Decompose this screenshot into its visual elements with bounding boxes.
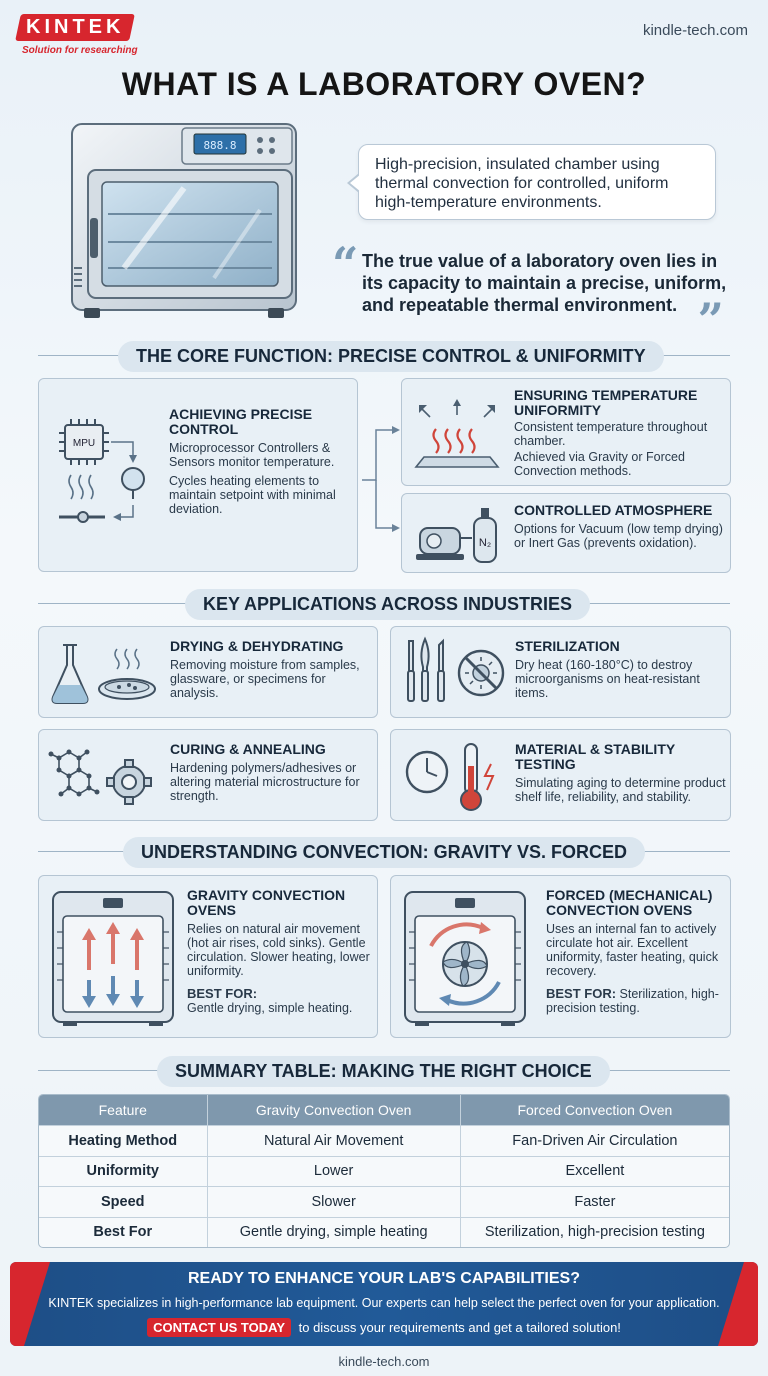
cta-banner (10, 1262, 758, 1346)
table-cell: Best For (93, 1224, 153, 1241)
table-row (39, 1186, 729, 1217)
card-text: Dry heat (160-180°C) to destroy microorganisms on heat-resistant items. (515, 658, 700, 700)
card-title: ENSURING TEMPERATURE UNIFORMITY (514, 387, 698, 418)
oven-description-bubble: High-precision, insulated chamber using thermal convection for controlled, uniform high-temperature environments. (358, 144, 716, 220)
card-title: CONTROLLED ATMOSPHERE (514, 502, 713, 518)
card-title: CURING & ANNEALING (170, 741, 326, 757)
table-cell: Uniformity (86, 1163, 159, 1180)
table-cell: Slower (207, 1187, 460, 1217)
site-url-bottom[interactable]: kindle-tech.com (338, 1354, 430, 1369)
banner-title: READY TO ENHANCE YOUR LAB'S CAPABILITIES? (188, 1270, 580, 1287)
table-row (39, 1217, 729, 1248)
best-for-label: BEST FOR: (187, 986, 258, 1001)
table-cell: Faster (460, 1187, 729, 1217)
logo-text: KINTEK (26, 16, 125, 38)
table-cell: Lower (207, 1157, 460, 1187)
quote-text: The true value of a laboratory oven lies in its capacity to maintain a precise, uniform, and repeatable thermal environment. (362, 251, 727, 315)
table-cell: Natural Air Movement (207, 1126, 460, 1156)
best-for-text: Gentle drying, simple heating. (187, 1001, 353, 1015)
card-precise-control (38, 378, 358, 572)
section-heading-applications: KEY APPLICATIONS ACROSS INDUSTRIES (185, 589, 590, 620)
card-text: Removing moisture from samples, glassware, or specimens for analysis. (170, 658, 360, 700)
card-text: Relies on natural air movement (hot air rises, cold sinks). Gentle circulation. Slower heating, lower uniformity. (187, 922, 370, 978)
oven-display-readout: 888.8 (203, 139, 237, 152)
key-quote (332, 237, 734, 347)
table-cell: Excellent (460, 1157, 729, 1187)
page-title: WHAT IS A LABORATORY OVEN? (121, 66, 647, 102)
connector-arrows-icon (358, 420, 402, 540)
section-heading-convection: UNDERSTANDING CONVECTION: GRAVITY VS. FORCED (123, 837, 645, 868)
kintek-logo[interactable] (18, 14, 158, 56)
open-quote-icon: “ (332, 237, 359, 291)
banner-cta-tail: to discuss your requirements and get a tailored solution! (298, 1320, 621, 1335)
forced-convection-fan-oven-icon (401, 888, 529, 1028)
card-drying (38, 626, 378, 718)
close-quote-icon: ” (697, 293, 724, 347)
gas-label: N₂ (478, 537, 492, 549)
table-cell: Heating Method (68, 1132, 178, 1149)
laboratory-oven-illustration (64, 118, 304, 330)
card-title: GRAVITY CONVECTION OVENS (187, 887, 346, 918)
card-text: Simulating aging to determine product shelf life, reliability, and stability. (515, 776, 726, 804)
site-url-top[interactable]: kindle-tech.com (642, 22, 748, 39)
table-cell: Sterilization, high-precision testing (460, 1218, 729, 1248)
section-heading-summary: SUMMARY TABLE: MAKING THE RIGHT CHOICE (157, 1056, 610, 1087)
card-title: ACHIEVING PRECISE CONTROL (169, 406, 313, 437)
table-row (39, 1156, 729, 1187)
card-material-testing (390, 729, 731, 821)
molecule-gear-icon (47, 738, 159, 814)
card-text: Cycles heating elements to maintain setpoint with minimal deviation. (169, 474, 336, 516)
card-text: Microprocessor Controllers & Sensors monitor temperature. (169, 441, 335, 469)
table-cell: Fan-Driven Air Circulation (460, 1126, 729, 1156)
card-title: MATERIAL & STABILITY TESTING (515, 741, 675, 772)
table-header-cell: Gravity Convection Oven (207, 1095, 460, 1125)
summary-table (38, 1094, 730, 1248)
card-title: FORCED (MECHANICAL) CONVECTION OVENS (546, 887, 713, 918)
card-text: Hardening polymers/adhesives or altering material microstructure for strength. (170, 761, 360, 803)
clock-thermometer-icon (399, 736, 509, 816)
table-row (39, 1125, 729, 1156)
table-cell: Speed (101, 1193, 145, 1210)
card-title: STERILIZATION (515, 638, 620, 654)
card-title: DRYING & DEHYDRATING (170, 638, 344, 654)
card-text: Consistent temperature throughout chamber. (514, 420, 708, 448)
vacuum-pump-gas-cylinder-icon (412, 500, 504, 568)
card-text: Uses an internal fan to actively circulate hot air. Excellent uniformity, faster heating, quick recovery. (546, 922, 719, 978)
card-gravity-convection (38, 875, 378, 1038)
table-header-cell: Forced Convection Oven (460, 1095, 729, 1125)
table-header-cell: Feature (98, 1102, 147, 1118)
card-curing (38, 729, 378, 821)
card-text: Options for Vacuum (low temp drying) or Inert Gas (prevents oxidation). (514, 522, 723, 550)
card-temperature-uniformity (401, 378, 731, 486)
table-cell: Gentle drying, simple heating (207, 1218, 460, 1248)
banner-text: KINTEK specializes in high-performance lab equipment. Our experts can help select the perfect oven for your application. (48, 1296, 720, 1310)
surgical-tools-no-germs-icon (399, 635, 509, 711)
section-heading-core: THE CORE FUNCTION: PRECISE CONTROL & UNIFORMITY (118, 341, 664, 372)
flask-petri-dish-icon (47, 637, 159, 711)
chip-label: MPU (72, 438, 96, 449)
card-text: Achieved via Gravity or Forced Convection methods. (514, 450, 685, 478)
contact-us-button[interactable]: CONTACT US TODAY (147, 1318, 291, 1337)
best-for-text: Sterilization, high-precision testing. (546, 987, 719, 1015)
best-for-label: BEST FOR: (546, 986, 617, 1001)
microprocessor-sensor-icon (49, 407, 169, 567)
card-controlled-atmosphere (401, 493, 731, 573)
table-header-row (39, 1095, 729, 1125)
logo-tagline: Solution for researching (22, 45, 138, 56)
card-sterilization (390, 626, 731, 718)
gravity-convection-oven-icon (49, 888, 177, 1028)
heat-uniformity-icon (412, 397, 502, 473)
card-forced-convection (390, 875, 731, 1038)
